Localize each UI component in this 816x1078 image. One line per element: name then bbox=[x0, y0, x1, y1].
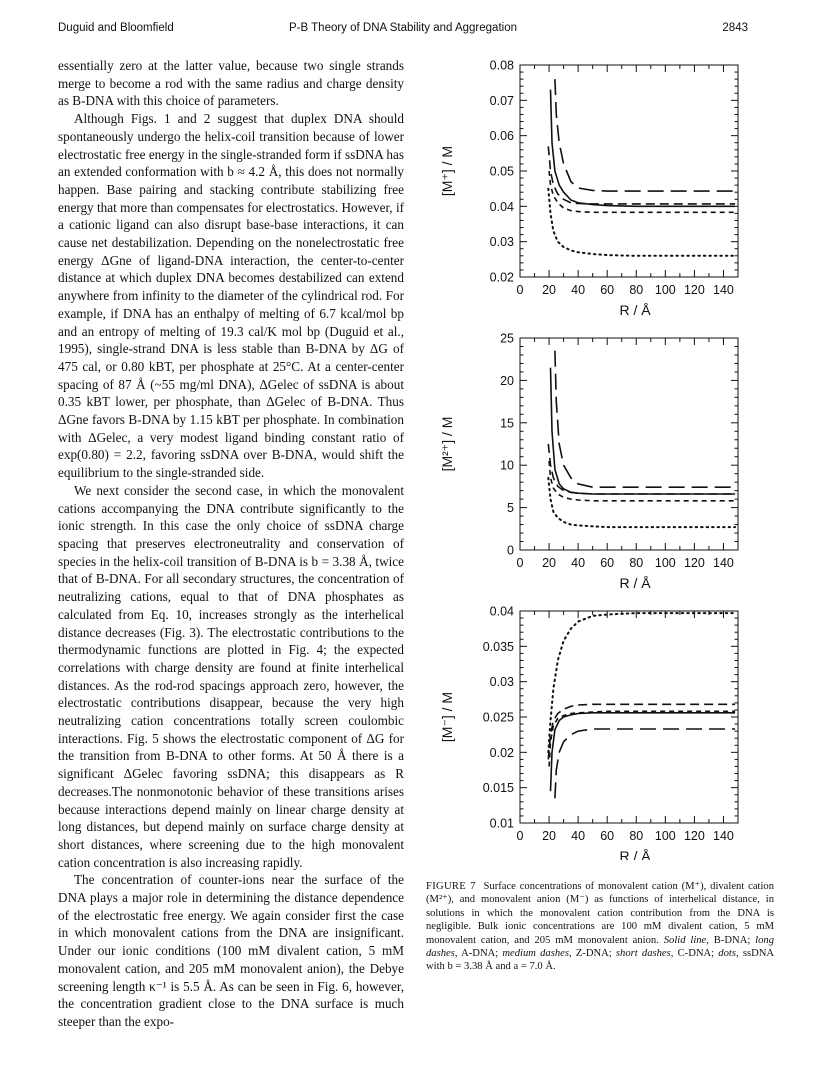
body-text-column bbox=[58, 57, 404, 1031]
y-tick-label: 0.015 bbox=[482, 781, 514, 796]
x-tick-label: 40 bbox=[571, 829, 586, 843]
legend-style-2: long dashes bbox=[426, 934, 775, 960]
x-axis-label: R / Å bbox=[619, 848, 651, 860]
y-tick-label: 0.035 bbox=[482, 639, 514, 654]
x-tick-label: 120 bbox=[683, 283, 705, 297]
header-title: P-B Theory of DNA Stability and Aggregation bbox=[288, 22, 517, 34]
figure-caption bbox=[426, 880, 774, 974]
x-tick-label: 120 bbox=[683, 829, 705, 843]
series-line-ssdna bbox=[548, 478, 735, 527]
x-tick-label: 40 bbox=[571, 556, 586, 570]
y-tick-label: 10 bbox=[500, 458, 514, 473]
y-tick-label: 0.03 bbox=[489, 675, 514, 690]
x-tick-label: 60 bbox=[600, 283, 615, 297]
x-tick-label: 0 bbox=[516, 283, 524, 297]
page-number: 2843 bbox=[722, 22, 748, 34]
y-tick-label: 0.04 bbox=[489, 199, 514, 214]
x-tick-label: 140 bbox=[713, 556, 734, 570]
paragraph-3: We next consider the second case, in which the monovalent cations accompanying the DNA contribute significantly to the ionic strength. In this case the only choice of ssDNA charge spacing that preserves electroneutrality and conservation of species in the helix-coil transition of B-DNA is b = 3.38 Å, twice that of B-DNA. For all secondary structures, the concentration of neutralizing cations, equal to that of DNA phosphates as calculated from Eq. 10, increases strongly as the interhelical distance decreases (Fig. 3). The electrostatic contributions to the thermodynamic functions are plotted in Fig. 4; the expected correlations with charge density are found at finite interhelical distances. As the rod-rod spacings approach zero, however, the electrostatic contributions disappear, because the very high neutralizing cation concentrations totally screen coulombic interactions. Fig. 5 shows the electrostatic component of ΔG for the transition from B-DNA to other forms. At 50 Å there is a significant ΔGelec favoring ssDNA; this disappears as R decreases.The nonmonotonic behavior of these transitions arises because interactions depend mainly on linear charge density at long distances, but depend mainly on surface charge density at short distances, where screening due to the high monovalent cation concentration is also increasing rapidly. bbox=[58, 482, 404, 870]
x-tick-label: 0 bbox=[516, 829, 524, 843]
x-tick-label: 60 bbox=[600, 556, 615, 570]
x-tick-label: 140 bbox=[713, 829, 734, 843]
x-tick-label: 20 bbox=[542, 556, 557, 570]
series-line-ssdna bbox=[548, 189, 735, 256]
figure-7-plots bbox=[430, 50, 760, 860]
series-line-adna bbox=[555, 351, 735, 488]
series-line-zdna bbox=[548, 146, 735, 204]
x-axis-label: R / Å bbox=[619, 575, 651, 591]
y-tick-label: 0 bbox=[507, 543, 514, 558]
x-axis-label: R / Å bbox=[619, 302, 651, 318]
x-tick-label: 80 bbox=[629, 283, 644, 297]
x-tick-label: 80 bbox=[629, 556, 644, 570]
y-tick-label: 0.03 bbox=[489, 235, 514, 250]
series-line-bdna bbox=[551, 90, 736, 207]
x-tick-label: 20 bbox=[542, 283, 557, 297]
legend-style-4: short dashes bbox=[615, 948, 671, 960]
y-tick-label: 5 bbox=[507, 501, 514, 516]
legend-name-5: ssDNA with b = 3.38 Å and a = 7.0 Å bbox=[426, 948, 775, 973]
y-tick-label: 25 bbox=[500, 331, 514, 346]
y-tick-label: 0.08 bbox=[489, 58, 514, 73]
x-tick-label: 100 bbox=[654, 829, 676, 843]
legend-name-4: C-DNA bbox=[677, 948, 712, 960]
header-authors: Duguid and Bloomfield bbox=[58, 22, 174, 34]
series-line-bdna bbox=[551, 368, 736, 494]
y-tick-label: 0.02 bbox=[489, 270, 514, 285]
series-line-adna bbox=[555, 79, 735, 191]
y-tick-label: 0.07 bbox=[489, 93, 514, 108]
series-line-cdna bbox=[549, 461, 735, 501]
y-tick-label: 0.04 bbox=[489, 604, 514, 619]
paragraph-1: essentially zero at the latter value, because two single strands merge to become a rod with the same radius and charge density as B-DNA with this choice of parameters. bbox=[58, 58, 404, 109]
legend-style-5: dots bbox=[718, 948, 736, 960]
y-tick-label: 0.06 bbox=[489, 129, 514, 144]
x-tick-label: 80 bbox=[629, 829, 644, 843]
x-tick-label: 20 bbox=[542, 829, 557, 843]
series-line-adna bbox=[555, 729, 735, 798]
caption-label: FIGURE 7 bbox=[426, 881, 476, 892]
figure-7 bbox=[430, 50, 760, 860]
y-axis-label: [M⁺] / M bbox=[439, 145, 455, 197]
paragraph-2: Although Figs. 1 and 2 suggest that duplex DNA should spontaneously undergo the helix-coil transition because of lower electrostatic free energy in the single-stranded form if ssDNA has an extended conformation with b ≈ 4.2 Å, this does not normally happen. Base pairing and stacking contribute stabilizing free energy that more than compensates for electrostatics. However, if a cationic ligand can also disrupt base-base interactions, it can cause net destabilization. Depending on the nonelectrostatic free energy ΔGne of ligand-DNA interaction, the center-to-center distance at which duplex DNA becomes destabilized can extend anywhere from infinity to the diameter of the cylindrical rod. For example, if DNA has an enthalpy of melting of 6.7 kcal/mol bp and an entropy of melting of 19.3 cal/K mol bp (Duguid et al., 1995), single-strand DNA is less stable than B-DNA by ΔG of 475 cal, or 0.80 kBT, per phosphate at 25°C. At a center-center spacing of 87 Å (~55 mg/ml DNA), ΔGelec of ssDNA is about 0.35 kBT lower, per phosphate, than ΔGelec of B-DNA. Thus ΔGne favors B-DNA by 1.15 kBT per phosphate. In combination with ΔGelec, a very modest ligand binding constant ratio of exp(0.80) = 2.2, favoring ssDNA over B-DNA, would shift the equilibrium to the single-stranded side. bbox=[58, 111, 404, 481]
legend-style-3: medium dashes bbox=[502, 948, 569, 960]
y-axis-label: [M⁻] / M bbox=[439, 691, 455, 743]
x-tick-label: 60 bbox=[600, 829, 615, 843]
series-line-cdna bbox=[549, 711, 735, 766]
x-tick-label: 100 bbox=[654, 283, 676, 297]
y-tick-label: 0.05 bbox=[489, 164, 514, 179]
caption-legend: Solid line, B-DNA; long dashes, A-DNA; medium dashes, Z-DNA; short dashes, C-DNA; dots, ssDNA with b = 3.38 Å and a = 7.0 Å. bbox=[426, 934, 775, 973]
legend-name-1: B-DNA bbox=[713, 934, 748, 946]
x-tick-label: 100 bbox=[654, 556, 676, 570]
paragraph-4: The concentration of counter-ions near the surface of the DNA plays a major role in determining the distance dependence of the electrostatic free energy. We again consider first the case in which monovalent cations from the DNA are insignificant. Under our ionic conditions (100 mM divalent cation, 5 mM monovalent cation, and 205 mM monovalent anion), the Debye screening length κ⁻¹ is 5.5 Å. As can be seen in Fig. 6, however, the concentration gradient close to the DNA surface is much steeper than the expo- bbox=[58, 872, 404, 1029]
legend-name-2: A-DNA bbox=[461, 948, 496, 960]
plot-frame-1 bbox=[520, 65, 738, 277]
plot-frame-3 bbox=[520, 611, 738, 823]
y-tick-label: 0.02 bbox=[489, 745, 514, 760]
legend-style-1: Solid line bbox=[663, 934, 707, 946]
caption-text: Surface concentrations of monovalent cation (M⁺), divalent cation (M²⁺), and monovalent anion (M⁻) as functions of interhelical distance, in solutions in which the monovalent cation contribution from the DNA is negligible. Bulk ionic concentrations are 100 mM divalent cation, 5 mM monovalent cation, and 205 mM monovalent anion. bbox=[426, 881, 775, 946]
series-line-bdna bbox=[551, 713, 736, 791]
x-tick-label: 120 bbox=[683, 556, 705, 570]
x-tick-label: 140 bbox=[713, 283, 734, 297]
legend-name-3: Z-DNA bbox=[575, 948, 609, 960]
y-axis-label: [M²⁺] / M bbox=[439, 416, 455, 472]
x-tick-label: 0 bbox=[516, 556, 524, 570]
y-tick-label: 15 bbox=[500, 416, 514, 431]
y-tick-label: 0.01 bbox=[489, 816, 514, 831]
x-tick-label: 40 bbox=[571, 283, 586, 297]
y-tick-label: 20 bbox=[500, 373, 514, 388]
running-header bbox=[58, 22, 748, 38]
y-tick-label: 0.025 bbox=[482, 710, 514, 725]
